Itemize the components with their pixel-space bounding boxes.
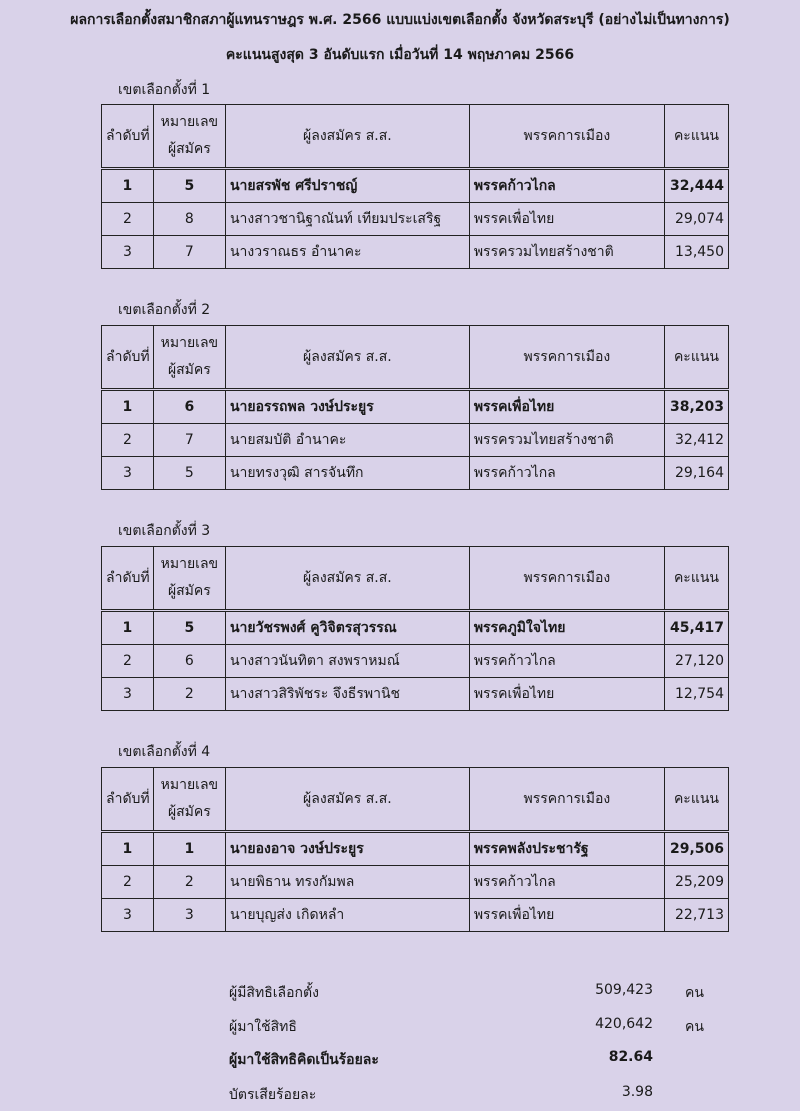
party-cell: พรรคก้าวไกล <box>469 169 664 203</box>
rank-cell: 1 <box>102 169 154 203</box>
header-candidate: ผู้ลงสมัคร ส.ส. <box>225 547 469 611</box>
spoiled-label: บัตรเสียร้อยละ <box>229 1087 317 1103</box>
voted-label: ผู้มาใช้สิทธิ <box>229 1019 297 1035</box>
candidate-cell: นายอรรถพล วงษ์ประยูร <box>225 390 469 424</box>
eligible-unit: คน <box>685 985 704 1001</box>
district-1-label: เขตเลือกตั้งที่ 1 <box>118 82 211 98</box>
candidate-cell: นางวราณธร อำนาคะ <box>225 236 469 269</box>
rank-cell: 3 <box>102 457 154 490</box>
header-party: พรรคการเมือง <box>469 105 664 169</box>
party-cell: พรรคก้าวไกล <box>469 645 664 678</box>
district-3-table <box>101 546 729 711</box>
district-2-table <box>101 325 729 490</box>
summary-voted <box>0 1016 800 1038</box>
candidate-cell: นางสาวสิริพัชระ จึงธีรพานิช <box>225 678 469 711</box>
rank-cell: 1 <box>102 390 154 424</box>
header-party: พรรคการเมือง <box>469 547 664 611</box>
header-rank: ลำดับที่ <box>102 547 154 611</box>
header-number <box>153 326 225 390</box>
header-candidate: ผู้ลงสมัคร ส.ส. <box>225 326 469 390</box>
header-party: พรรคการเมือง <box>469 768 664 832</box>
party-cell: พรรคภูมิใจไทย <box>469 611 664 645</box>
table-row <box>102 899 729 932</box>
header-number-line1: หมายเลข <box>160 777 219 793</box>
header-number-line2: ผู้สมัคร <box>167 583 211 599</box>
table-row <box>102 457 729 490</box>
voted-unit: คน <box>685 1019 704 1035</box>
table-header-row <box>102 768 729 832</box>
table-row <box>102 390 729 424</box>
header-number-line1: หมายเลข <box>160 335 219 351</box>
table-header-row <box>102 105 729 169</box>
number-cell: 3 <box>153 899 225 932</box>
party-cell: พรรครวมไทยสร้างชาติ <box>469 236 664 269</box>
party-cell: พรรคเพื่อไทย <box>469 390 664 424</box>
district-1-table <box>101 104 729 269</box>
party-cell: พรรคเพื่อไทย <box>469 203 664 236</box>
votes-cell: 32,444 <box>664 169 728 203</box>
number-cell: 2 <box>153 678 225 711</box>
voted-value: 420,642 <box>595 1016 653 1032</box>
number-cell: 6 <box>153 390 225 424</box>
party-cell: พรรครวมไทยสร้างชาติ <box>469 424 664 457</box>
table-row <box>102 645 729 678</box>
header-rank: ลำดับที่ <box>102 768 154 832</box>
eligible-value: 509,423 <box>595 982 653 998</box>
rank-cell: 1 <box>102 832 154 866</box>
table-row <box>102 236 729 269</box>
votes-cell: 13,450 <box>664 236 728 269</box>
district-3-label: เขตเลือกตั้งที่ 3 <box>118 523 211 539</box>
header-candidate: ผู้ลงสมัคร ส.ส. <box>225 105 469 169</box>
number-cell: 7 <box>153 236 225 269</box>
votes-cell: 27,120 <box>664 645 728 678</box>
header-votes: คะแนน <box>664 547 728 611</box>
district-4-label: เขตเลือกตั้งที่ 4 <box>118 744 211 760</box>
party-cell: พรรคก้าวไกล <box>469 866 664 899</box>
number-cell: 8 <box>153 203 225 236</box>
party-cell: พรรคพลังประชารัฐ <box>469 832 664 866</box>
header-votes: คะแนน <box>664 326 728 390</box>
district-2-label: เขตเลือกตั้งที่ 2 <box>118 302 211 318</box>
number-cell: 5 <box>153 611 225 645</box>
candidate-cell: นายทรงวุฒิ สารจันทึก <box>225 457 469 490</box>
header-rank: ลำดับที่ <box>102 326 154 390</box>
header-number-line2: ผู้สมัคร <box>167 362 211 378</box>
number-cell: 5 <box>153 169 225 203</box>
candidate-cell: นายพิธาน ทรงกัมพล <box>225 866 469 899</box>
rank-cell: 2 <box>102 203 154 236</box>
candidate-cell: นายองอาจ วงษ์ประยูร <box>225 832 469 866</box>
header-rank: ลำดับที่ <box>102 105 154 169</box>
votes-cell: 32,412 <box>664 424 728 457</box>
candidate-cell: นางสาวชานิฐาณันท์ เทียมประเสริฐ <box>225 203 469 236</box>
table-row <box>102 169 729 203</box>
table-row <box>102 866 729 899</box>
votes-cell: 45,417 <box>664 611 728 645</box>
header-candidate: ผู้ลงสมัคร ส.ส. <box>225 768 469 832</box>
header-votes: คะแนน <box>664 768 728 832</box>
number-cell: 1 <box>153 832 225 866</box>
votes-cell: 12,754 <box>664 678 728 711</box>
header-party: พรรคการเมือง <box>469 326 664 390</box>
votes-cell: 29,506 <box>664 832 728 866</box>
header-number-line1: หมายเลข <box>160 114 219 130</box>
table-row <box>102 611 729 645</box>
party-cell: พรรคเพื่อไทย <box>469 678 664 711</box>
party-cell: พรรคก้าวไกล <box>469 457 664 490</box>
rank-cell: 3 <box>102 678 154 711</box>
table-header-row <box>102 326 729 390</box>
number-cell: 5 <box>153 457 225 490</box>
table-row <box>102 424 729 457</box>
votes-cell: 29,164 <box>664 457 728 490</box>
summary-eligible <box>0 982 800 1004</box>
table-row <box>102 203 729 236</box>
header-number <box>153 547 225 611</box>
rank-cell: 3 <box>102 236 154 269</box>
table-row <box>102 832 729 866</box>
page-title: ผลการเลือกตั้งสมาชิกสภาผู้แทนราษฎร พ.ศ. 2566 แบบแบ่งเขตเลือกตั้ง จังหวัดสระบุรี (อย่างไม่เป็นทางการ) <box>70 12 730 28</box>
rank-cell: 2 <box>102 645 154 678</box>
header-number-line1: หมายเลข <box>160 556 219 572</box>
eligible-label: ผู้มีสิทธิเลือกตั้ง <box>229 985 319 1001</box>
table-header-row <box>102 547 729 611</box>
candidate-cell: นางสาวนันทิตา สงพราหมณ์ <box>225 645 469 678</box>
header-number-line2: ผู้สมัคร <box>167 804 211 820</box>
rank-cell: 1 <box>102 611 154 645</box>
header-number <box>153 768 225 832</box>
turnout-value: 82.64 <box>608 1049 653 1065</box>
table-row <box>102 678 729 711</box>
candidate-cell: นายสรพัช ศรีปราชญ์ <box>225 169 469 203</box>
party-cell: พรรคเพื่อไทย <box>469 899 664 932</box>
votes-cell: 22,713 <box>664 899 728 932</box>
district-4-table <box>101 767 729 932</box>
rank-cell: 2 <box>102 866 154 899</box>
candidate-cell: นายสมบัติ อำนาคะ <box>225 424 469 457</box>
spoiled-value: 3.98 <box>621 1084 653 1100</box>
header-votes: คะแนน <box>664 105 728 169</box>
votes-cell: 29,074 <box>664 203 728 236</box>
summary-turnout <box>0 1049 800 1071</box>
turnout-label: ผู้มาใช้สิทธิคิดเป็นร้อยละ <box>229 1052 379 1068</box>
votes-cell: 25,209 <box>664 866 728 899</box>
candidate-cell: นายวัชรพงศ์ คูวิจิตรสุวรรณ <box>225 611 469 645</box>
number-cell: 2 <box>153 866 225 899</box>
summary-spoiled <box>0 1084 800 1106</box>
header-number-line2: ผู้สมัคร <box>167 141 211 157</box>
votes-cell: 38,203 <box>664 390 728 424</box>
header-number <box>153 105 225 169</box>
rank-cell: 3 <box>102 899 154 932</box>
number-cell: 6 <box>153 645 225 678</box>
page-subtitle: คะแนนสูงสุด 3 อันดับแรก เมื่อวันที่ 14 พฤษภาคม 2566 <box>225 47 575 63</box>
number-cell: 7 <box>153 424 225 457</box>
rank-cell: 2 <box>102 424 154 457</box>
candidate-cell: นายบุญส่ง เกิดหลำ <box>225 899 469 932</box>
